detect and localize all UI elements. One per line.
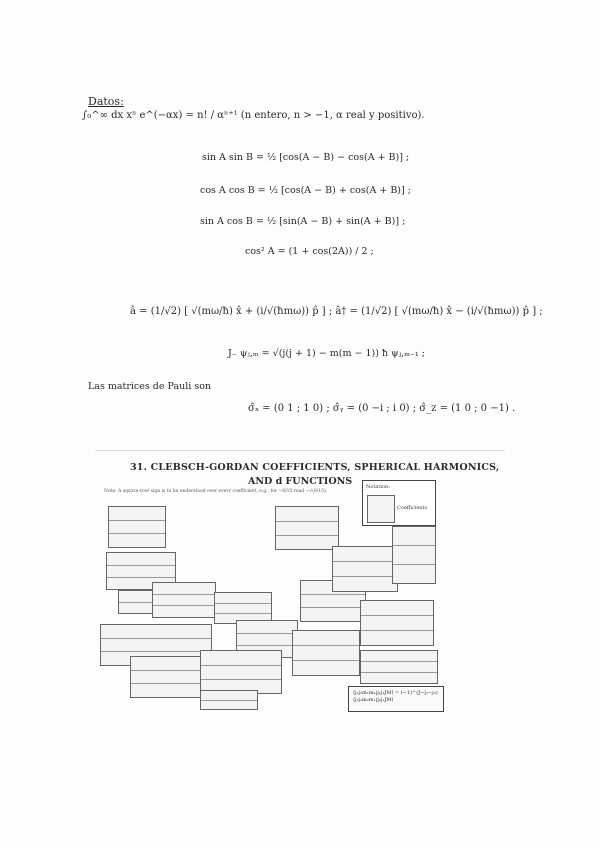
divider — [95, 450, 505, 451]
cg-block — [200, 650, 282, 694]
trig-identity-4: cos² A = (1 + cos(2A)) / 2 ; — [245, 246, 374, 257]
legend-box — [367, 495, 395, 523]
cg-block — [360, 600, 434, 646]
cg-block — [152, 582, 216, 618]
trig-identity-1: sin A sin B = ½ [cos(A − B) − cos(A + B)] ; — [202, 152, 410, 163]
angular-momentum-lowering: J₋ ψⱼ,ₘ = √(j(j + 1) − m(m − 1)) ħ ψⱼ,ₘ₋₁ ; — [228, 348, 425, 359]
cg-block — [332, 546, 398, 592]
cg-block — [360, 650, 438, 684]
cg-block — [108, 506, 166, 548]
cg-block — [392, 526, 436, 584]
table-title: 31. CLEBSCH-GORDAN COEFFICIENTS, SPHERICAL HARMONICS, — [130, 462, 500, 473]
table-subtitle: AND d FUNCTIONS — [248, 476, 353, 487]
trig-identity-3: sin A cos B = ½ [sin(A − B) + sin(A + B)] ; — [200, 216, 406, 227]
cg-block — [275, 506, 339, 550]
cg-block — [200, 690, 258, 710]
data-heading: Datos: — [88, 95, 124, 108]
table-footer-formula: ⟨j₁j₂m₁m₂|j₁j₂JM⟩ = (−1)^(J−j₁−j₂) ⟨j₂j₁m₂m₁|j₂j₁JM⟩ — [348, 686, 444, 712]
legend-coefficients: Coefficients — [397, 505, 428, 511]
ladder-operators: â = (1/√2) [ √(mω/ħ) x̂ + (i/√(ħmω)) p̂ ] ; â† = (1/√2) [ √(mω/ħ) x̂ − (i/√(ħmω)) p̂ ] ; — [130, 306, 543, 317]
pauli-matrices: σ̂ₓ = (0 1 ; 1 0) ; σ̂ᵧ = (0 −i ; i 0) ; σ̂_z = (1 0 ; 0 −1) . — [248, 403, 516, 414]
table-note: Note: A square-root sign is to be understood over every coefficient, e.g., for −8/15 read −√(8/15). — [104, 489, 328, 494]
integral-formula: ∫₀^∞ dx xⁿ e^(−αx) = n! / αⁿ⁺¹ (n entero, n > −1, α real y positivo). — [82, 110, 425, 121]
cg-block — [292, 630, 360, 676]
pauli-intro: Las matrices de Pauli son — [88, 381, 212, 392]
legend-label: Notation: — [366, 484, 390, 490]
notation-legend — [362, 480, 436, 526]
trig-identity-2: cos A cos B = ½ [cos(A − B) + cos(A + B)] ; — [200, 185, 411, 196]
